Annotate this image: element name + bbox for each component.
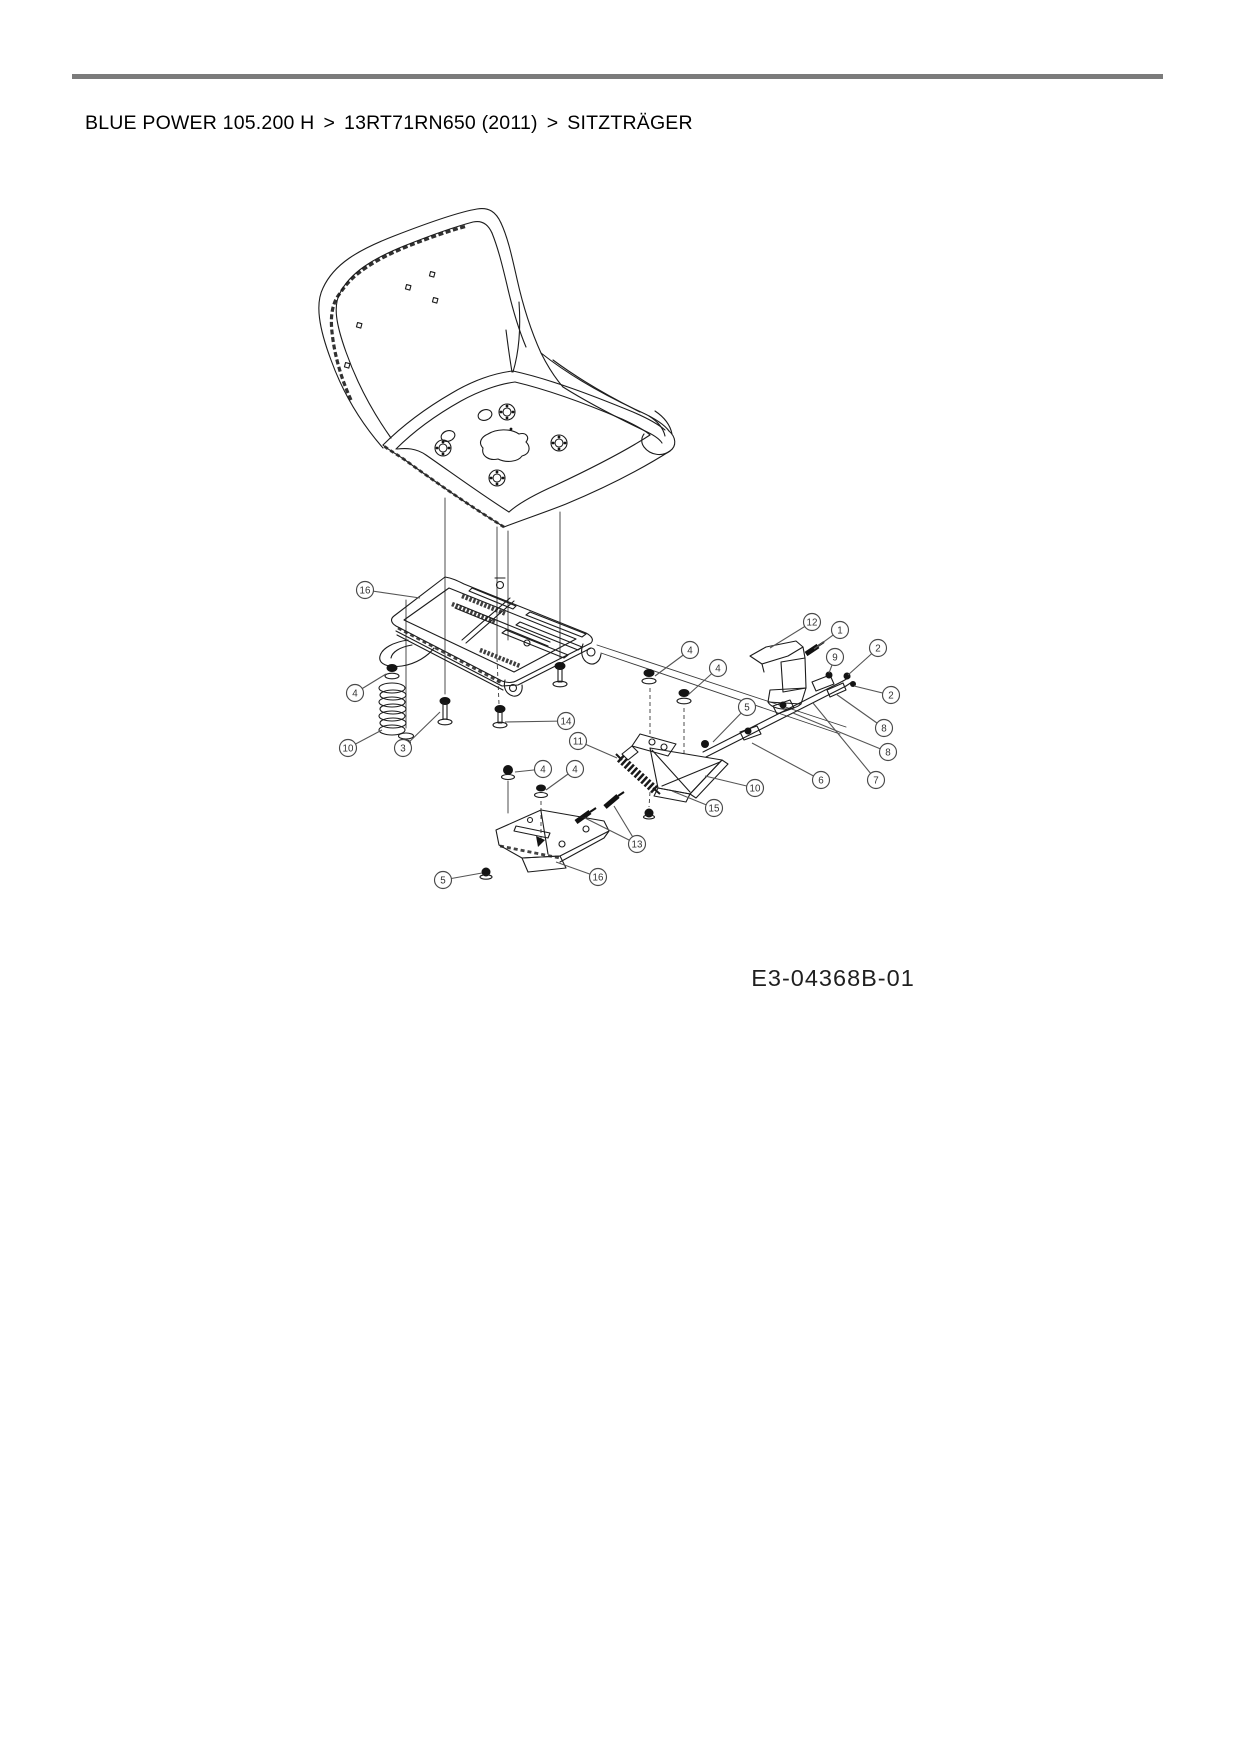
callout-4 (682, 642, 699, 659)
bolt (553, 662, 567, 687)
lower-bracket (496, 810, 609, 872)
svg-text:2: 2 (888, 690, 894, 702)
callout-5 (739, 699, 756, 716)
svg-text:14: 14 (560, 716, 572, 728)
svg-text:11: 11 (572, 736, 584, 748)
callout-16 (590, 869, 607, 886)
svg-text:10: 10 (342, 743, 354, 755)
hinge-bracket-assembly (616, 734, 728, 802)
svg-text:1: 1 (837, 625, 843, 637)
breadcrumb-variant[interactable]: 13RT71RN650 (2011) (344, 112, 538, 134)
bolt (502, 765, 515, 780)
svg-text:9: 9 (832, 652, 838, 664)
callout-4 (347, 685, 364, 702)
pan-hole (477, 408, 494, 422)
breadcrumb-separator: > (546, 112, 559, 134)
callout-10 (747, 780, 764, 797)
callout-13 (629, 836, 646, 853)
svg-text:16: 16 (592, 872, 604, 884)
callout-10 (340, 740, 357, 757)
callout-15 (706, 800, 723, 817)
latch-bracket (750, 641, 806, 709)
svg-text:4: 4 (572, 764, 578, 776)
callout-4 (710, 660, 727, 677)
svg-text:10: 10 (749, 783, 761, 795)
callout-8 (880, 744, 897, 761)
pan-bolt-hole (435, 440, 451, 456)
bolt (385, 664, 399, 679)
svg-text:5: 5 (744, 702, 750, 714)
svg-text:4: 4 (352, 688, 358, 700)
callout-2 (883, 687, 900, 704)
bolt (677, 689, 691, 704)
callout-8 (876, 720, 893, 737)
bolt (535, 785, 548, 798)
svg-text:12: 12 (806, 617, 818, 629)
svg-text:16: 16 (359, 585, 371, 597)
svg-text:3: 3 (400, 743, 406, 755)
breadcrumb-model[interactable]: BLUE POWER 105.200 H (85, 112, 315, 134)
svg-text:15: 15 (708, 803, 720, 815)
callout-7 (868, 772, 885, 789)
callout-3 (395, 740, 412, 757)
svg-text:8: 8 (881, 723, 887, 735)
callout-14 (558, 713, 575, 730)
svg-text:5: 5 (440, 875, 446, 887)
callout-12 (804, 614, 821, 631)
callout-5 (435, 872, 452, 889)
bolt (438, 697, 452, 725)
svg-text:7: 7 (873, 775, 879, 787)
svg-text:8: 8 (885, 747, 891, 759)
pan-center-cutout (481, 430, 530, 462)
nut (644, 809, 655, 820)
callout-1 (832, 622, 849, 639)
compression-spring (379, 683, 406, 735)
seat-shell (319, 209, 675, 455)
tension-spring (620, 758, 655, 790)
callout-11 (570, 733, 587, 750)
callout-9 (827, 649, 844, 666)
svg-text:4: 4 (687, 645, 693, 657)
callout-layer (340, 582, 900, 889)
callout-4 (567, 761, 584, 778)
diagram-code: E3-04368B-01 (751, 965, 915, 991)
bolt (642, 669, 656, 684)
svg-text:4: 4 (540, 764, 546, 776)
svg-text:6: 6 (818, 775, 824, 787)
callout-4 (535, 761, 552, 778)
breadcrumb-section: SITZTRÄGER (567, 112, 693, 134)
pan-bolt-hole (489, 470, 505, 486)
bolt (493, 705, 507, 728)
pan-bolt-hole (551, 435, 567, 451)
callout-2 (870, 640, 887, 657)
svg-text:13: 13 (631, 839, 643, 851)
seat-pan (383, 371, 670, 527)
pivot-rod (701, 672, 856, 758)
alignment-lines (406, 498, 846, 841)
screw (576, 808, 596, 822)
callout-16 (357, 582, 374, 599)
svg-text:2: 2 (875, 643, 881, 655)
pan-bolt-hole (499, 404, 515, 420)
svg-text:4: 4 (715, 663, 721, 675)
callout-6 (813, 772, 830, 789)
breadcrumb-separator: > (323, 112, 336, 134)
screw (605, 792, 624, 807)
seat-plate (380, 577, 601, 696)
